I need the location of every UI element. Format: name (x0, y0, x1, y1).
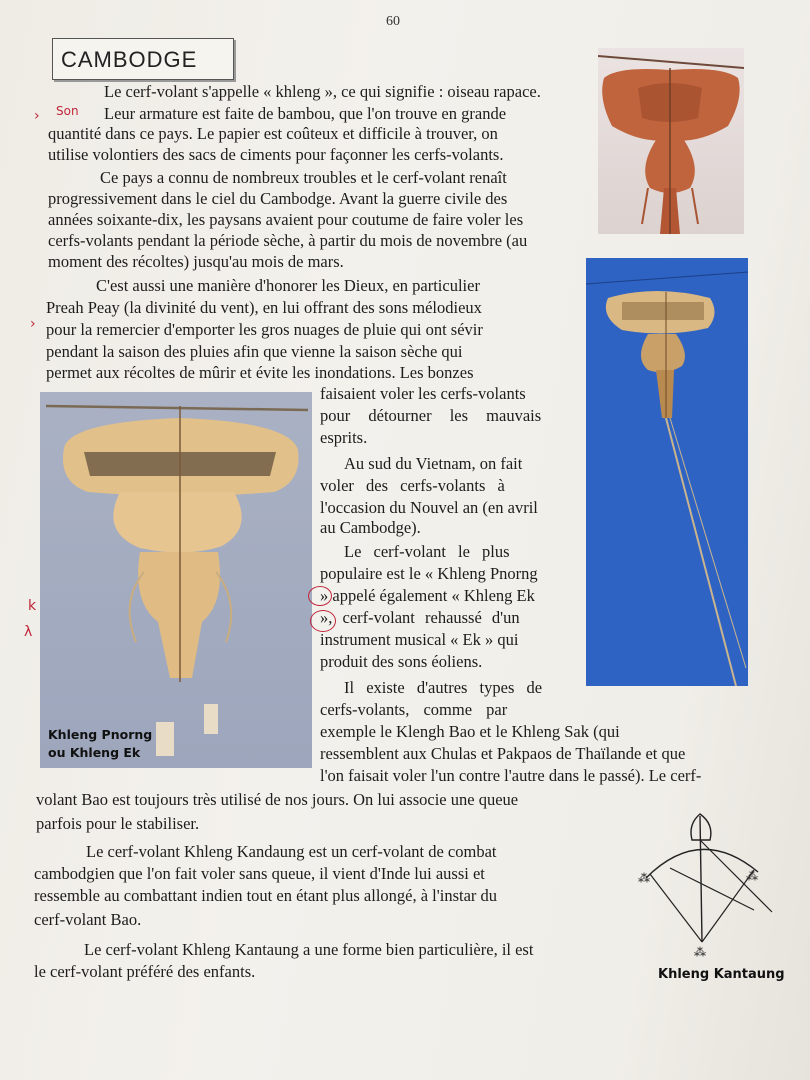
svg-text:⁂: ⁂ (746, 869, 758, 883)
text-line: moment des récoltes) jusqu'au mois de mars. (48, 252, 344, 271)
photo-khleng-pnorng (40, 392, 312, 768)
drawing-khleng-kantaung (630, 810, 780, 970)
text-line: Au sud du Vietnam, on fait (344, 454, 523, 473)
text-line: » appelé également « Khleng Ek (320, 586, 535, 605)
text-line: voler des cerfs-volants à (320, 476, 505, 495)
text-line: C'est aussi une manière d'honorer les Dieux, en particulier (96, 276, 480, 295)
margin-son: Son (56, 104, 79, 118)
text-line: instrument musical « Ek » qui (320, 630, 519, 649)
text-line: cerfs-volants, comme par (320, 700, 508, 719)
text-line: années soixante-dix, les paysans avaient pour coutume de faire voler les (48, 210, 524, 229)
text-line: populaire est le « Khleng Pnorng (320, 564, 538, 583)
text-line: au Cambodge). (320, 518, 421, 537)
text-line: parfois pour le stabiliser. (36, 814, 200, 833)
text-line: l'occasion du Nouvel an (en avril (320, 498, 538, 517)
text-line: le cerf-volant préféré des enfants. (34, 962, 256, 981)
text-line: quantité dans ce pays. Le papier est coûteux et difficile à trouver, on (48, 124, 498, 143)
caption-line-1: Khleng Pnorng (48, 727, 153, 742)
margin-lambda: λ (24, 624, 33, 640)
text-line: », cerf-volant rehaussé d'un (320, 608, 520, 627)
text-line: l'on faisait voler l'un contre l'autre dans le passé). Le cerf- (320, 766, 702, 785)
text-line: produit des sons éoliens. (320, 652, 483, 671)
caption-khleng-pnorng (48, 726, 152, 762)
svg-text:⁂: ⁂ (638, 871, 650, 885)
caption-khleng-kantaung: Khleng Kantaung (658, 967, 785, 982)
text-line: Preah Peay (la divinité du vent), en lui offrant des sons mélodieux (46, 298, 482, 317)
kantaung-sketch (630, 810, 780, 970)
text-line: permet aux récoltes de mûrir et évite les inondations. Les bonzes (46, 363, 474, 382)
text-line: pendant la saison des pluies afin que vienne la saison sèche qui (46, 342, 463, 361)
text-line: faisaient voler les cerfs-volants (320, 384, 526, 403)
text-line: cerfs-volants pendant la période sèche, à partir du mois de novembre (au (48, 231, 528, 250)
text-line: Le cerf-volant s'appelle « khleng », ce qui signifie : oiseau rapace. (104, 82, 541, 101)
margin-k: k (28, 598, 37, 614)
text-line: cambodgien que l'on fait voler sans queue, il vient d'Inde lui aussi et (34, 864, 485, 883)
page-title: CAMBODGE (61, 47, 198, 72)
sky-kite-illustration (586, 258, 748, 686)
text-line: Le cerf-volant le plus (344, 542, 510, 561)
text-line: progressivement dans le ciel du Cambodge. Avant la guerre civile des (48, 189, 508, 208)
text-line: utilise volontiers des sacs de ciments pour façonner les cerfs-volants. (48, 145, 504, 164)
text-line: Le cerf-volant Khleng Kantaung a une forme bien particulière, il est (84, 940, 534, 959)
text-line: Ce pays a connu de nombreux troubles et le cerf-volant renaît (100, 168, 507, 187)
text-line: Il existe d'autres types de (344, 678, 543, 697)
text-line: ressemblent aux Chulas et Pakpaos de Thaïlande et que (320, 744, 686, 763)
red-kite-illustration (598, 48, 744, 234)
text-line: esprits. (320, 428, 368, 447)
text-line: pour détourner les mauvais (320, 406, 542, 425)
text-line: pour la remercier d'emporter les gros nuages de pluie qui ont sévir (46, 320, 483, 339)
photo-blue-sky-kite (586, 258, 748, 686)
text-line: Leur armature est faite de bambou, que l'on trouve en grande (104, 104, 507, 123)
page-number: 60 (386, 14, 400, 29)
text-line: volant Bao est toujours très utilisé de nos jours. On lui associe une queue (36, 790, 519, 809)
text-line: ressemble au combattant indien tout en étant plus allongé, à l'instar du (34, 886, 498, 905)
khleng-pnorng-illustration (40, 392, 312, 768)
margin-arrow-1: › (34, 108, 40, 124)
margin-arrow-2: › (30, 316, 36, 332)
photo-red-kite (598, 48, 744, 234)
title-box (52, 38, 234, 80)
svg-text:⁂: ⁂ (694, 945, 706, 959)
text-line: cerf-volant Bao. (34, 910, 142, 929)
text-line: exemple le Klengh Bao et le Khleng Sak (qui (320, 722, 620, 741)
caption-line-2: ou Khleng Ek (48, 745, 141, 760)
text-line: Le cerf-volant Khleng Kandaung est un cerf-volant de combat (86, 842, 497, 861)
